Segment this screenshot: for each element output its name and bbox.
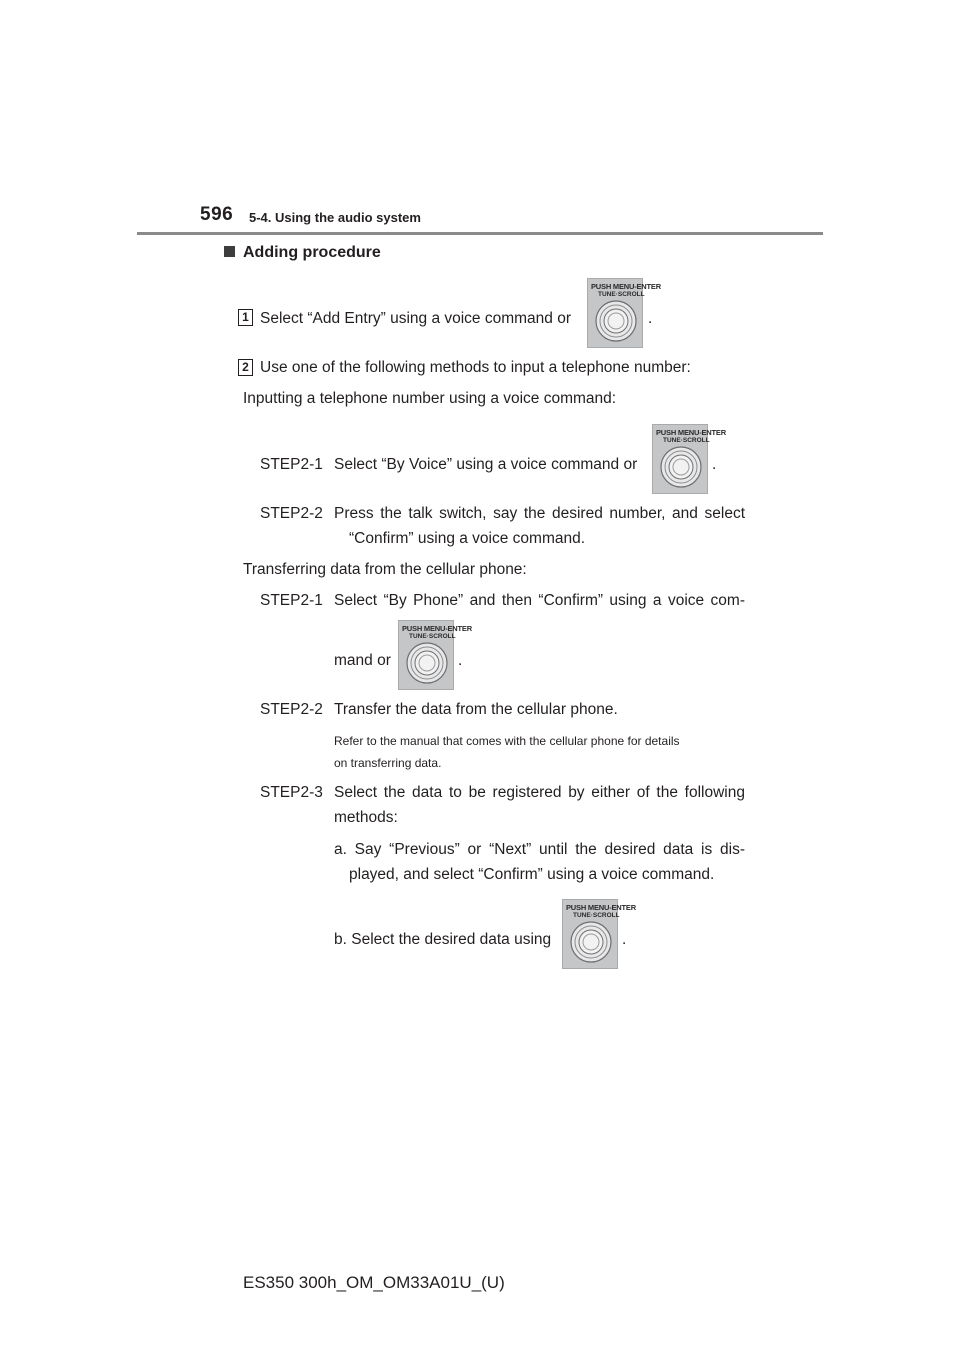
phone-step-2-2-label: STEP2-2 xyxy=(260,701,323,718)
knob-icon xyxy=(570,921,612,963)
knob-icon xyxy=(660,446,702,488)
document-code: ES350 300h_OM_OM33A01U_(U) xyxy=(243,1273,505,1292)
knob-icon xyxy=(595,300,637,342)
phone-step-2-2-text: Transfer the data from the cellular phone. xyxy=(334,701,618,718)
option-b-period: . xyxy=(622,931,627,948)
option-a-line1: a. Say “Previous” or “Next” until the desired data is dis- xyxy=(334,841,745,858)
dial-label-top: PUSH MENU-ENTER xyxy=(591,282,661,291)
phone-step-2-1-label: STEP2-1 xyxy=(260,592,323,609)
dial-label-top: PUSH MENU-ENTER xyxy=(402,624,472,633)
phone-step-2-2-note-line2: on transferring data. xyxy=(334,756,442,770)
step-1-number: 1 xyxy=(238,309,253,326)
step-2-number: 2 xyxy=(238,359,253,376)
option-a-line2: played, and select “Confirm” using a voice command. xyxy=(349,866,715,883)
procedure-heading xyxy=(224,244,381,262)
dial-label-top: PUSH MENU-ENTER xyxy=(566,903,636,912)
square-bullet-icon xyxy=(224,246,235,257)
section-title: 5-4. Using the audio system xyxy=(249,210,421,225)
voice-method-intro: Inputting a telephone number using a voice command: xyxy=(243,390,617,407)
step-1-text: Select “Add Entry” using a voice command or xyxy=(260,310,571,327)
option-b-text: b. Select the desired data using xyxy=(334,931,552,948)
header-divider xyxy=(137,232,823,235)
tune-scroll-knob-icon xyxy=(398,620,472,690)
voice-step-2-1-label: STEP2-1 xyxy=(260,456,323,473)
voice-step-2-1-text: Select “By Voice” using a voice command or xyxy=(334,456,638,473)
phone-step-2-3-text-line2: methods: xyxy=(334,809,398,826)
knob-icon xyxy=(406,642,448,684)
phone-step-2-2-note-line1: Refer to the manual that comes with the cellular phone for details xyxy=(334,734,680,748)
phone-step-2-3-text-line1: Select the data to be registered by either of the following xyxy=(334,784,745,801)
dial-label-top: PUSH MENU-ENTER xyxy=(656,428,726,437)
page-number: 596 xyxy=(200,204,234,225)
procedure-heading-text: Adding procedure xyxy=(243,244,381,261)
voice-step-2-2-label: STEP2-2 xyxy=(260,505,323,522)
step-2-text: Use one of the following methods to input a telephone number: xyxy=(260,359,691,376)
tune-scroll-knob-icon xyxy=(562,899,636,969)
voice-step-2-2-text-line1: Press the talk switch, say the desired number, and select xyxy=(334,505,745,522)
dial-label-bottom: TUNE·SCROLL xyxy=(663,437,710,444)
tune-scroll-knob-icon xyxy=(652,424,726,494)
tune-scroll-knob-icon xyxy=(587,278,661,348)
dial-label-bottom: TUNE·SCROLL xyxy=(573,912,620,919)
phone-step-2-3-label: STEP2-3 xyxy=(260,784,323,801)
dial-label-bottom: TUNE·SCROLL xyxy=(409,633,456,640)
voice-step-2-1-period: . xyxy=(712,456,717,473)
dial-label-bottom: TUNE·SCROLL xyxy=(598,291,645,298)
phone-step-2-1-period: . xyxy=(458,652,463,669)
phone-step-2-1-text-line2: mand or xyxy=(334,652,391,669)
voice-step-2-2-text-line2: “Confirm” using a voice command. xyxy=(349,530,586,547)
phone-method-intro: Transferring data from the cellular phone: xyxy=(243,561,527,578)
phone-step-2-1-text-line1: Select “By Phone” and then “Confirm” using a voice com- xyxy=(334,592,745,609)
step-1-period: . xyxy=(648,310,653,327)
